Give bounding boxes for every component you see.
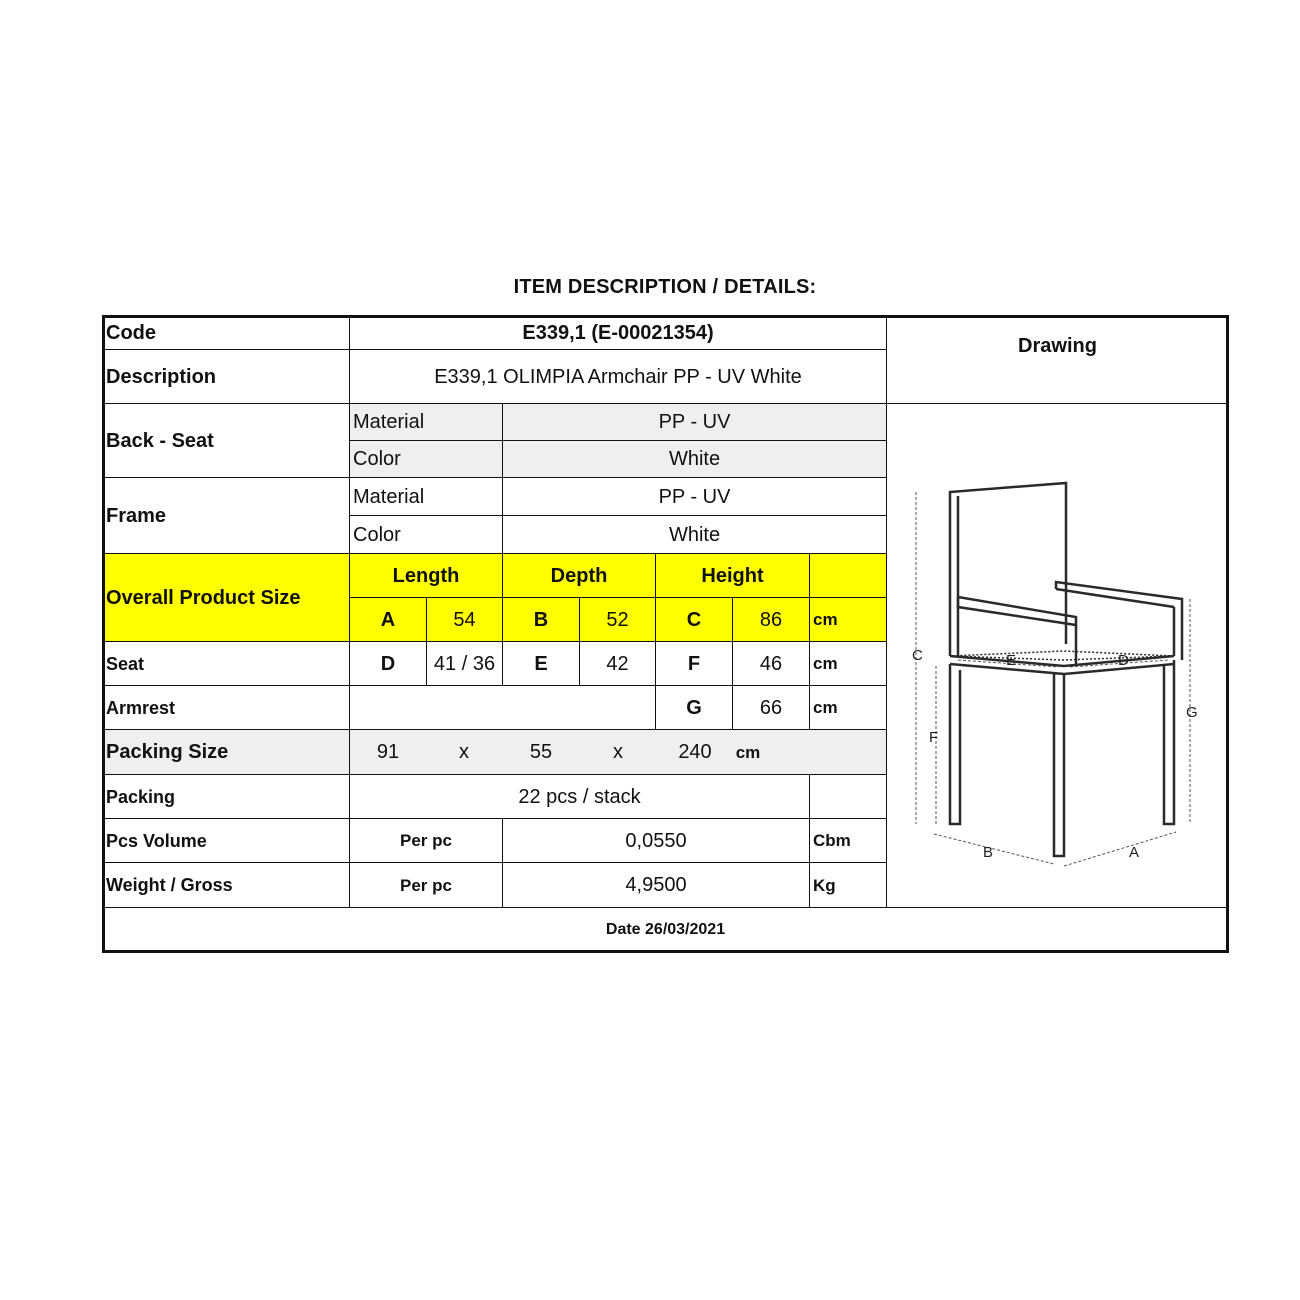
drawing-letter-e: E	[1006, 652, 1017, 669]
dim-c-value: 86	[732, 597, 810, 642]
packing-unit-empty	[809, 774, 887, 819]
packing-depth: 55	[511, 731, 571, 773]
frame-material-value: PP - UV	[502, 477, 887, 516]
length-header: Length	[349, 553, 503, 598]
packing-x2: x	[590, 731, 646, 773]
dim-c-letter: C	[655, 597, 733, 642]
overall-unit: cm	[809, 597, 887, 642]
packing-width: 91	[358, 731, 418, 773]
height-header: Height	[655, 553, 810, 598]
dim-d-letter: D	[349, 641, 427, 686]
dim-g-value: 66	[732, 685, 810, 730]
weight-per: Per pc	[349, 862, 503, 908]
pcs-volume-label: Pcs Volume	[102, 818, 350, 863]
dim-b-letter: B	[502, 597, 580, 642]
seat-unit: cm	[809, 641, 887, 686]
frame-material-label: Material	[349, 477, 503, 516]
dim-f-value: 46	[732, 641, 810, 686]
weight-unit: Kg	[809, 862, 887, 908]
sheet-heading: ITEM DESCRIPTION / DETAILS:	[513, 276, 817, 298]
description-value: E339,1 OLIMPIA Armchair PP - UV White	[349, 349, 887, 404]
packing-x1: x	[436, 731, 492, 773]
dim-e-value: 42	[579, 641, 656, 686]
packing-height: 240	[664, 731, 726, 773]
pcs-volume-value: 0,0550	[502, 818, 810, 863]
drawing-letter-a: A	[1129, 844, 1140, 861]
packing-label: Packing	[102, 774, 350, 819]
depth-header: Depth	[502, 553, 656, 598]
drawing-letter-f: F	[929, 729, 939, 746]
packing-size-label: Packing Size	[102, 729, 350, 775]
armrest-label: Armrest	[102, 685, 350, 730]
frame-label: Frame	[102, 477, 350, 554]
armrest-empty	[349, 685, 656, 730]
packing-value: 22 pcs / stack	[349, 774, 810, 819]
dim-f-letter: F	[655, 641, 733, 686]
code-value: E339,1 (E-00021354)	[349, 315, 887, 350]
code-label: Code	[102, 315, 350, 350]
dim-a-value: 54	[426, 597, 503, 642]
armrest-unit: cm	[809, 685, 887, 730]
drawing-letter-c: C	[912, 647, 923, 664]
back-seat-color-value: White	[502, 440, 887, 478]
packing-size-unit: cm	[728, 731, 768, 773]
seat-label: Seat	[102, 641, 350, 686]
pcs-volume-per: Per pc	[349, 818, 503, 863]
pcs-volume-unit: Cbm	[809, 818, 887, 863]
dim-e-letter: E	[502, 641, 580, 686]
back-seat-label: Back - Seat	[102, 403, 350, 478]
dim-d-value: 41 / 36	[426, 641, 503, 686]
frame-color-label: Color	[349, 515, 503, 554]
back-seat-color-label: Color	[349, 440, 503, 478]
armchair-drawing	[886, 404, 1228, 907]
overall-unit-header	[809, 553, 887, 598]
back-seat-material-label: Material	[349, 403, 503, 441]
drawing-header: Drawing	[886, 315, 1229, 404]
weight-label: Weight / Gross	[102, 862, 350, 908]
drawing-letter-g: G	[1186, 704, 1198, 721]
back-seat-material-value: PP - UV	[502, 403, 887, 441]
overall-size-label: Overall Product Size	[102, 553, 350, 642]
weight-value: 4,9500	[502, 862, 810, 908]
dim-a-letter: A	[349, 597, 427, 642]
dim-g-letter: G	[655, 685, 733, 730]
dim-b-value: 52	[579, 597, 656, 642]
drawing-letter-d: D	[1118, 652, 1129, 669]
description-label: Description	[102, 349, 350, 404]
date-footer: Date 26/03/2021	[102, 907, 1229, 953]
drawing-letter-b: B	[983, 844, 994, 861]
frame-color-value: White	[502, 515, 887, 554]
